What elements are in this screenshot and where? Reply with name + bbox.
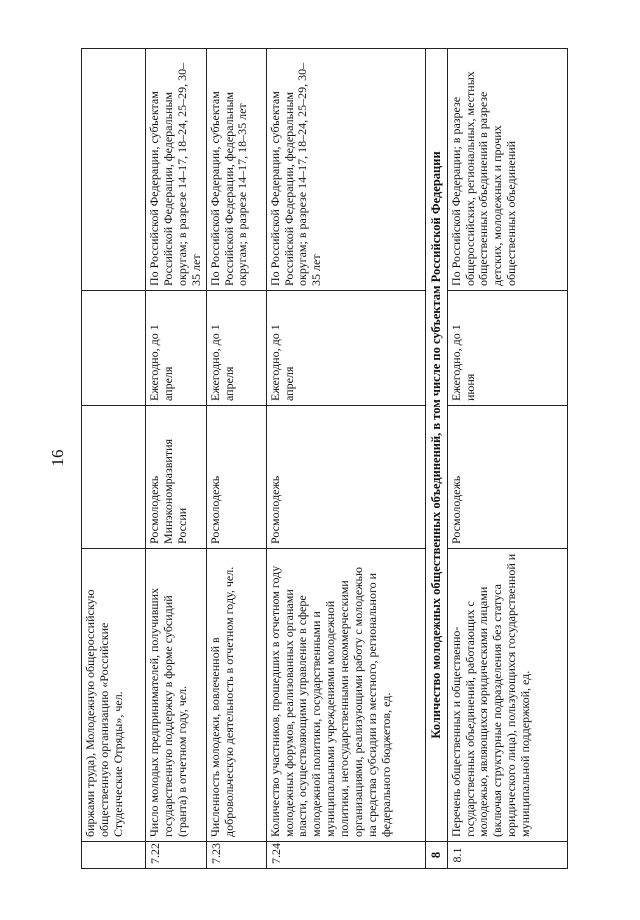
reporting-period: Ежегодно, до 1 апреля bbox=[206, 291, 266, 406]
table-row bbox=[82, 49, 146, 869]
indicator-name: Число молодых предпринимателей, получивших государственную поддержку в форме субсидий (гранта) в отчетном году, чел. bbox=[146, 549, 207, 842]
row-number: 8.1 bbox=[447, 842, 567, 869]
row-number bbox=[82, 842, 146, 869]
responsible-agency bbox=[82, 406, 146, 549]
indicator-name: Количество участников, прошедших в отчетном году молодежных форумов, реализованных органами власти, осуществляющими управление в сфере молодежной политики, государственными и муниципальными учреждениями молодежной политики, негосударственными некоммерческими организациями, реализующими работу с молодежью на средства субсидии из местного, регионального и федерального бюджетов, ед. bbox=[266, 549, 425, 842]
reporting-period: Ежегодно, до 1 апреля bbox=[266, 291, 425, 406]
table-row bbox=[206, 49, 266, 869]
page-number: 16 bbox=[48, 449, 67, 467]
responsible-agency: Росмолодежь bbox=[266, 406, 425, 549]
indicators-table bbox=[81, 48, 568, 869]
responsible-agency: Росмолодежь Минэкономразвития России bbox=[146, 406, 207, 549]
indicator-name: биржами труда), Молодежную общероссийскую общественную организацию «Российские Студенческие Отряды», чел. bbox=[82, 549, 146, 842]
row-number: 7.22 bbox=[146, 842, 207, 869]
breakdown: По Российской Федерации, субъектам Российской Федерации, федеральным округам; в разрезе 14–17, 18–24, 25–29, 30–35 лет bbox=[146, 49, 207, 291]
section-row bbox=[425, 49, 447, 869]
section-number: 8 bbox=[425, 842, 447, 869]
row-number: 7.24 bbox=[266, 842, 425, 869]
section-title: Количество молодежных общественных объединений, в том числе по субъектам Российской Федерации bbox=[425, 49, 447, 842]
breakdown: По Российской Федерации, субъектам Российской Федерации, федеральным округам; в разрезе 14–17, 18–35 лет bbox=[206, 49, 266, 291]
table-row bbox=[146, 49, 207, 869]
breakdown: По Российской Федерации; в разрезе общероссийских, региональных, местных общественных объединений в разрезе детских, молодежных и прочих общественных объединений bbox=[447, 49, 567, 291]
breakdown: По Российской Федерации, субъектам Российской Федерации, федеральным округам; в разрезе 14–17, 18–24, 25–29, 30–35 лет bbox=[266, 49, 425, 291]
table-row bbox=[447, 49, 567, 869]
table-row bbox=[266, 49, 425, 869]
reporting-period bbox=[82, 291, 146, 406]
indicator-name: Перечень общественных и общественно-государственных объединений, работающих с молодежью, являющихся юридическими лицами (включая структурные подразделения без статуса юридического лица), пользующихся государственной и муниципальной поддержкой, ед. bbox=[447, 549, 567, 842]
rotated-table-container bbox=[81, 49, 599, 869]
breakdown bbox=[82, 49, 146, 291]
responsible-agency: Росмолодежь bbox=[206, 406, 266, 549]
row-number: 7.23 bbox=[206, 842, 266, 869]
reporting-period: Ежегодно, до 1 июня bbox=[447, 291, 567, 406]
reporting-period: Ежегодно, до 1 апреля bbox=[146, 291, 207, 406]
responsible-agency: Росмолодежь bbox=[447, 406, 567, 549]
indicator-name: Численность молодежи, вовлеченной в добровольческую деятельность в отчетном году, чел. bbox=[206, 549, 266, 842]
